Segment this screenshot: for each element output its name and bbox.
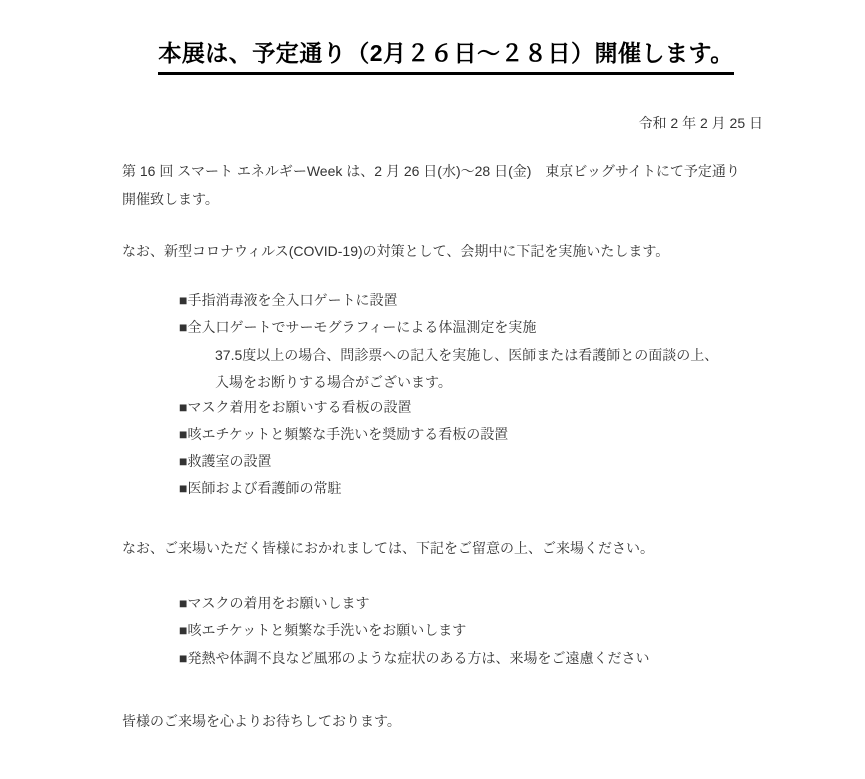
visitor-request-mask: ■マスクの着用をお願いします: [179, 595, 370, 611]
visitor-request-fever: ■発熱や体調不良など風邪のような症状のある方は、来場をご遠慮ください: [179, 650, 650, 666]
measure-item-thermography: ■全入口ゲートでサーモグラフィーによる体温測定を実施: [179, 319, 537, 335]
page-title-container: [122, 40, 770, 75]
visitor-notice-intro: なお、ご来場いただく皆様におかれましては、下記をご留意の上、ご来場ください。: [122, 540, 654, 556]
measure-item-cough-etiquette-signboard: ■咳エチケットと頻繁な手洗いを奨励する看板の設置: [179, 426, 509, 442]
intro-paragraph-line-1: 第 16 回 スマート エネルギーWeek は、2 月 26 日(水)～28 日(金) 東京ビッグサイトにて予定通り: [122, 163, 740, 179]
measure-item-mask-signboard: ■マスク着用をお願いする看板の設置: [179, 399, 412, 415]
measure-item-first-aid-room: ■救護室の設置: [179, 453, 272, 469]
measure-subnote-line-2: 入場をお断りする場合がございます。: [215, 374, 452, 390]
issue-date: 令和 2 年 2 月 25 日: [638, 115, 763, 131]
covid-measures-intro: なお、新型コロナウィルス(COVID-19)の対策として、会期中に下記を実施いたします。: [122, 243, 670, 259]
measure-subnote-line-1: 37.5度以上の場合、問診票への記入を実施し、医師または看護師との面談の上、: [215, 347, 719, 363]
intro-paragraph-line-2: 開催致します。: [122, 191, 219, 207]
page-title: 本展は、予定通り（2月２６日～２８日）開催します。: [158, 40, 733, 75]
closing-paragraph: 皆様のご来場を心よりお待ちしております。: [122, 713, 401, 729]
visitor-request-handwash: ■咳エチケットと頻繁な手洗いをお願いします: [179, 622, 467, 638]
measure-item-doctor-nurse: ■医師および看護師の常駐: [179, 480, 342, 496]
measure-item-sanitizer: ■手指消毒液を全入口ゲートに設置: [179, 292, 398, 308]
